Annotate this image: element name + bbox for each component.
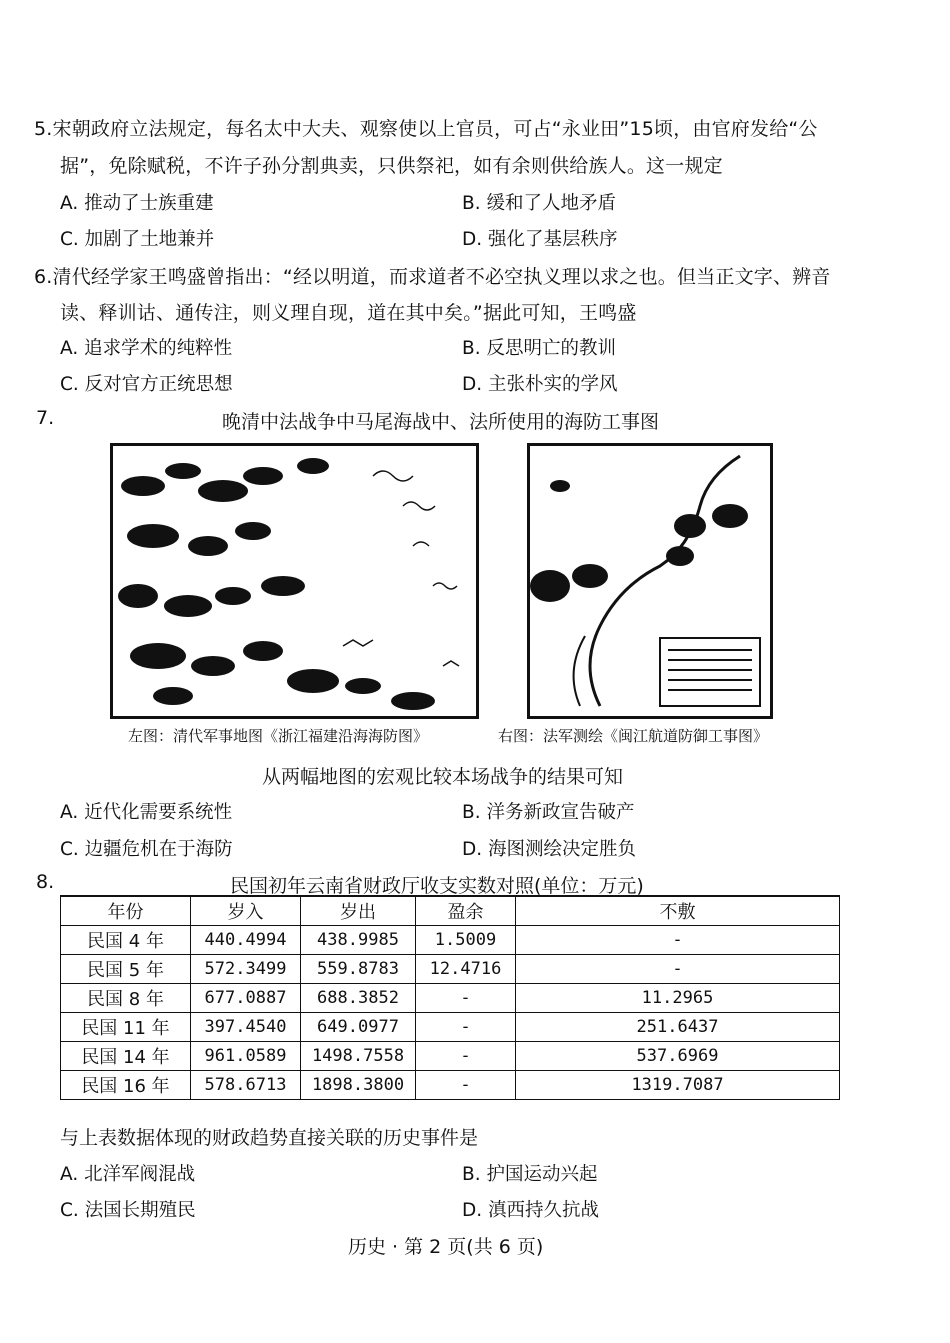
q7-stem: 从两幅地图的宏观比较本场战争的结果可知 [262, 766, 624, 788]
cell-revenue: 578.6713 [191, 1071, 301, 1100]
q7-number: 7. [36, 407, 55, 429]
header-deficit: 不敷 [516, 896, 840, 926]
cell-revenue: 961.0589 [191, 1042, 301, 1071]
coastline-map-icon [530, 446, 770, 716]
cell-surplus: - [416, 1042, 516, 1071]
header-expenditure: 岁出 [301, 896, 416, 926]
table-header-row [61, 896, 840, 926]
table-row [61, 1042, 840, 1071]
cell-year: 民国 5 年 [61, 955, 191, 984]
q8-option-b[interactable]: B. 护国运动兴起 [462, 1164, 598, 1185]
cell-surplus: 12.4716 [416, 955, 516, 984]
q5-stem-line2: 据”，免除赋税，不许子孙分割典卖，只供祭祀，如有余则供给族人。这一规定 [60, 155, 723, 177]
table-row [61, 1071, 840, 1100]
cell-revenue: 677.0887 [191, 984, 301, 1013]
q8-option-a[interactable]: A. 北洋军阀混战 [60, 1164, 196, 1185]
q5-option-a[interactable]: A. 推动了士族重建 [60, 193, 214, 214]
cell-surplus: 1.5009 [416, 926, 516, 955]
q7-title: 晚清中法战争中马尾海战中、法所使用的海防工事图 [222, 411, 660, 433]
q7-option-b[interactable]: B. 洋务新政宣告破产 [462, 802, 635, 823]
q6-option-a[interactable]: A. 追求学术的纯粹性 [60, 338, 233, 359]
q8-number: 8. [36, 871, 55, 893]
cell-deficit: 11.2965 [516, 984, 840, 1013]
q5-option-c[interactable]: C. 加剧了土地兼并 [60, 229, 215, 250]
table-row [61, 984, 840, 1013]
cell-revenue: 397.4540 [191, 1013, 301, 1042]
right-map-caption: 右图：法军测绘《闽江航道防御工事图》 [498, 727, 769, 745]
q7-option-d[interactable]: D. 海图测绘决定胜负 [462, 839, 637, 860]
cell-surplus: - [416, 1013, 516, 1042]
cell-expenditure: 688.3852 [301, 984, 416, 1013]
q8-option-c[interactable]: C. 法国长期殖民 [60, 1200, 196, 1221]
cell-expenditure: 649.0977 [301, 1013, 416, 1042]
q6-option-d[interactable]: D. 主张朴实的学风 [462, 374, 618, 395]
right-map-image [527, 443, 773, 719]
cell-deficit: 1319.7087 [516, 1071, 840, 1100]
cell-surplus: - [416, 1071, 516, 1100]
q8-stem: 与上表数据体现的财政趋势直接关联的历史事件是 [60, 1127, 479, 1149]
q6-stem-line1: 6.清代经学家王鸣盛曾指出：“经以明道，而求道者不必空执义理以求之也。但当正文字、辨音 [34, 266, 831, 288]
q8-table-title: 民国初年云南省财政厅收支实数对照(单位：万元) [230, 875, 644, 897]
q7-option-c[interactable]: C. 边疆危机在于海防 [60, 839, 233, 860]
q6-option-b[interactable]: B. 反思明亡的教训 [462, 338, 616, 359]
cell-expenditure: 559.8783 [301, 955, 416, 984]
q5-option-b[interactable]: B. 缓和了人地矛盾 [462, 193, 616, 214]
cell-revenue: 440.4994 [191, 926, 301, 955]
q7-option-a[interactable]: A. 近代化需要系统性 [60, 802, 233, 823]
q6-stem-line2: 读、释训诂、通传注，则义理自现，道在其中矣。”据此可知，王鸣盛 [60, 302, 637, 324]
cell-expenditure: 1898.3800 [301, 1071, 416, 1100]
cell-surplus: - [416, 984, 516, 1013]
cell-year: 民国 8 年 [61, 984, 191, 1013]
header-revenue: 岁入 [191, 896, 301, 926]
q5-option-d[interactable]: D. 强化了基层秩序 [462, 229, 618, 250]
cell-revenue: 572.3499 [191, 955, 301, 984]
cell-year: 民国 11 年 [61, 1013, 191, 1042]
q8-option-d[interactable]: D. 滇西持久抗战 [462, 1200, 600, 1221]
finance-table [60, 895, 840, 1100]
header-year: 年份 [61, 896, 191, 926]
cell-deficit: 251.6437 [516, 1013, 840, 1042]
page-footer: 历史 · 第 2 页(共 6 页) [348, 1236, 544, 1258]
cell-deficit: - [516, 926, 840, 955]
mountain-illustration-icon [113, 446, 476, 716]
header-surplus: 盈余 [416, 896, 516, 926]
q5-stem-line1: 5.宋朝政府立法规定，每名太中大夫、观察使以上官员，可占“永业田”15顷，由官府发给“公 [34, 118, 818, 140]
table-row [61, 926, 840, 955]
left-map-caption: 左图：清代军事地图《浙江福建沿海海防图》 [128, 727, 429, 745]
table-row [61, 955, 840, 984]
cell-expenditure: 438.9985 [301, 926, 416, 955]
table-row [61, 1013, 840, 1042]
left-map-image [110, 443, 479, 719]
cell-deficit: 537.6969 [516, 1042, 840, 1071]
cell-year: 民国 16 年 [61, 1071, 191, 1100]
cell-year: 民国 4 年 [61, 926, 191, 955]
cell-deficit: - [516, 955, 840, 984]
cell-expenditure: 1498.7558 [301, 1042, 416, 1071]
cell-year: 民国 14 年 [61, 1042, 191, 1071]
q6-option-c[interactable]: C. 反对官方正统思想 [60, 374, 233, 395]
